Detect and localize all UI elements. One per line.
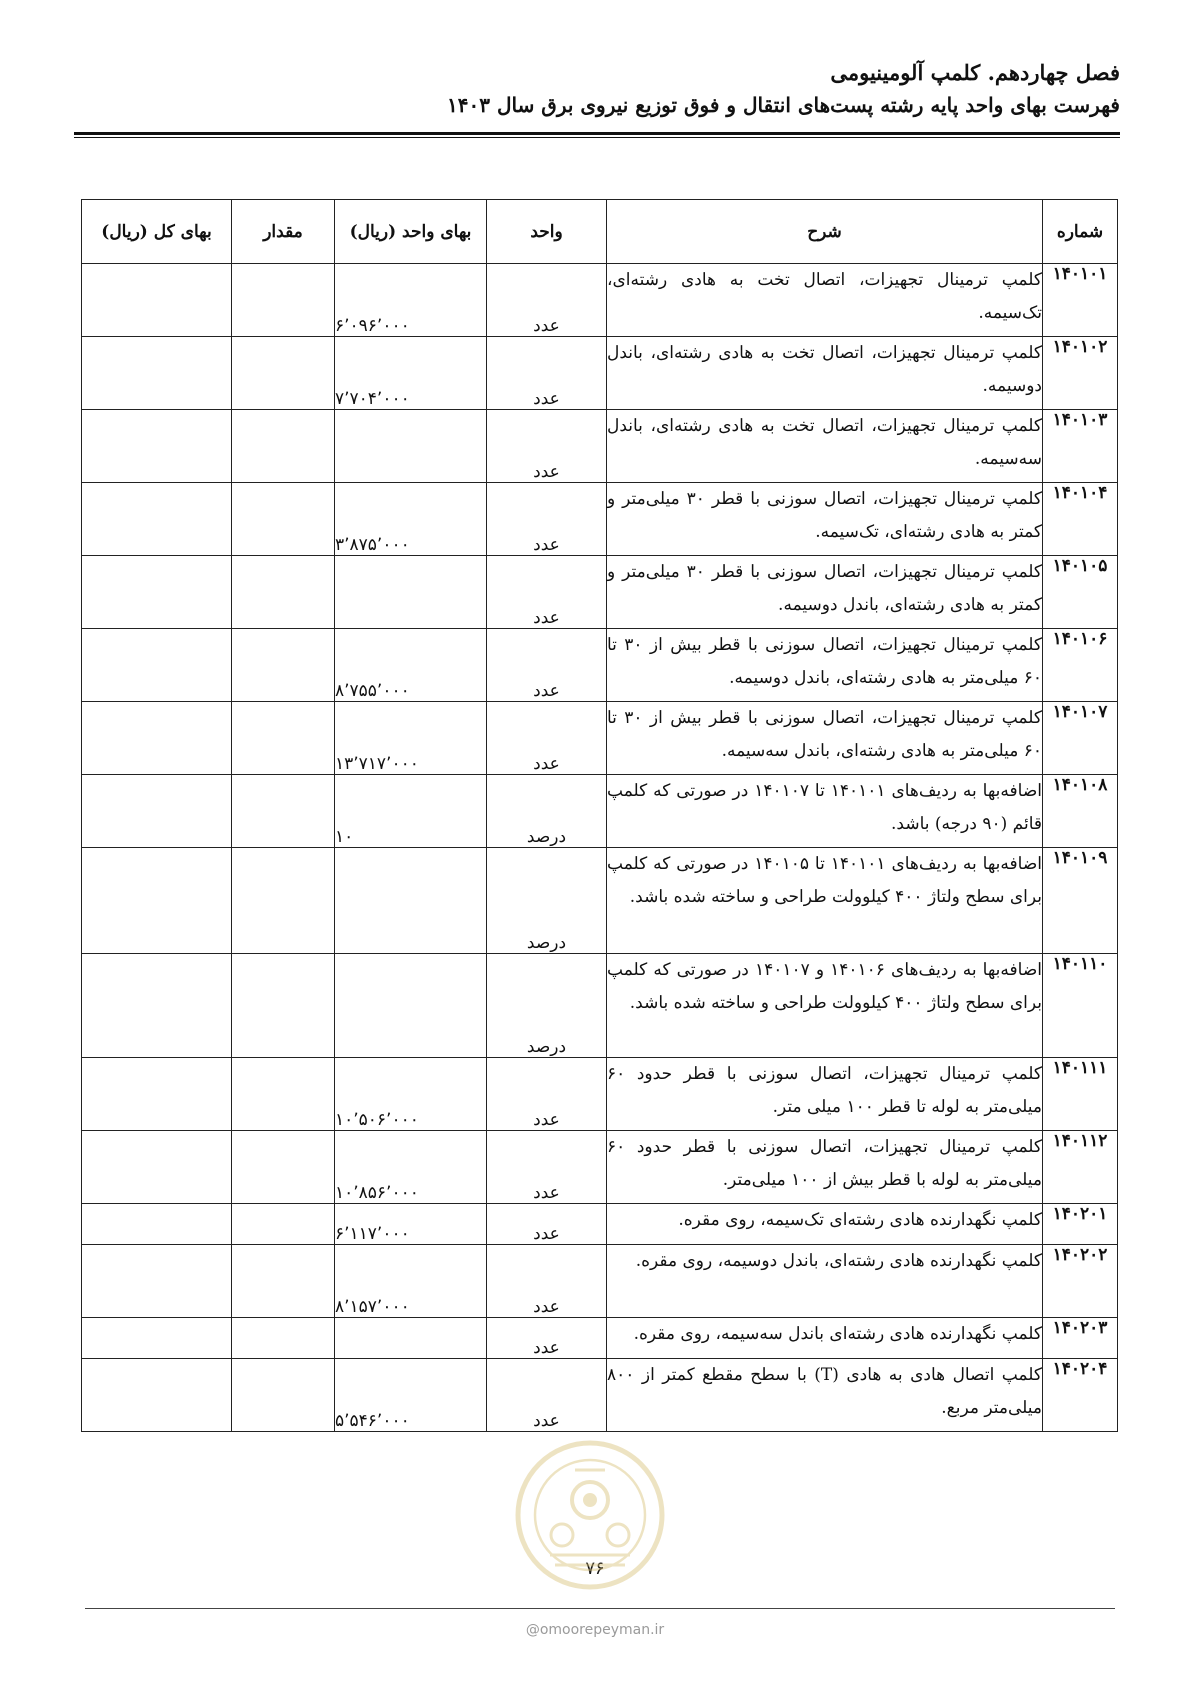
item-quantity bbox=[232, 848, 335, 954]
item-description: کلمپ ترمینال تجهیزات، اتصال سوزنی با قطر ۳۰ میلی‌متر و کمتر به هادی رشته‌ای، باندل دوسیمه. bbox=[607, 556, 1043, 629]
item-quantity bbox=[232, 1204, 335, 1245]
item-unit: عدد bbox=[487, 629, 607, 702]
table-row bbox=[82, 702, 1118, 775]
table-row bbox=[82, 954, 1118, 1058]
item-unit-price bbox=[335, 1318, 487, 1359]
header-quantity: مقدار bbox=[232, 200, 335, 264]
table-row bbox=[82, 483, 1118, 556]
item-description: کلمپ ترمینال تجهیزات، اتصال تخت به هادی رشته‌ای، تک‌سیمه. bbox=[607, 264, 1043, 337]
item-code: ۱۴۰۱۱۲ bbox=[1043, 1131, 1118, 1204]
item-quantity bbox=[232, 337, 335, 410]
table-row bbox=[82, 410, 1118, 483]
table-row bbox=[82, 1318, 1118, 1359]
header-total-price: بهای کل (ریال) bbox=[82, 200, 232, 264]
item-unit: عدد bbox=[487, 264, 607, 337]
item-quantity bbox=[232, 775, 335, 848]
item-unit-price bbox=[335, 556, 487, 629]
table-row bbox=[82, 337, 1118, 410]
header-rule-thick bbox=[74, 132, 1120, 135]
item-description: کلمپ نگهدارنده هادی رشته‌ای، باندل دوسیمه، روی مقره. bbox=[607, 1245, 1043, 1318]
item-quantity bbox=[232, 954, 335, 1058]
item-description: کلمپ ترمینال تجهیزات، اتصال سوزنی با قطر بیش از ۳۰ تا ۶۰ میلی‌متر به هادی رشته‌ای، باندل سه‌سیمه. bbox=[607, 702, 1043, 775]
item-code: ۱۴۰۱۰۷ bbox=[1043, 702, 1118, 775]
item-total-price bbox=[82, 775, 232, 848]
item-quantity bbox=[232, 1359, 335, 1432]
chapter-title: فصل چهاردهم. کلمپ آلومینیومی bbox=[830, 60, 1120, 85]
item-quantity bbox=[232, 629, 335, 702]
header-code: شماره bbox=[1043, 200, 1118, 264]
item-description: کلمپ نگهدارنده هادی رشته‌ای تک‌سیمه، روی مقره. bbox=[607, 1204, 1043, 1245]
table-row bbox=[82, 1359, 1118, 1432]
item-unit-price: ۸٬۱۵۷٬۰۰۰ bbox=[335, 1245, 487, 1318]
item-unit-price: ۱۳٬۷۱۷٬۰۰۰ bbox=[335, 702, 487, 775]
page-number: ۷۶ bbox=[585, 1558, 605, 1579]
header-unit-price: بهای واحد (ریال) bbox=[335, 200, 487, 264]
item-unit-price: ۱۰ bbox=[335, 775, 487, 848]
item-quantity bbox=[232, 1318, 335, 1359]
item-total-price bbox=[82, 483, 232, 556]
item-code: ۱۴۰۱۰۱ bbox=[1043, 264, 1118, 337]
item-description: کلمپ نگهدارنده هادی رشته‌ای باندل سه‌سیمه، روی مقره. bbox=[607, 1318, 1043, 1359]
item-unit: درصد bbox=[487, 954, 607, 1058]
item-unit: عدد bbox=[487, 1204, 607, 1245]
item-total-price bbox=[82, 848, 232, 954]
item-code: ۱۴۰۱۱۰ bbox=[1043, 954, 1118, 1058]
item-total-price bbox=[82, 556, 232, 629]
footer-website: @omoorepeyman.ir bbox=[525, 1622, 665, 1638]
footer-rule bbox=[85, 1608, 1115, 1609]
item-code: ۱۴۰۱۰۲ bbox=[1043, 337, 1118, 410]
table-row bbox=[82, 1245, 1118, 1318]
header-description: شرح bbox=[607, 200, 1043, 264]
item-total-price bbox=[82, 1245, 232, 1318]
item-description: اضافه‌بها به ردیف‌های ۱۴۰۱۰۶ و ۱۴۰۱۰۷ در صورتی که کلمپ برای سطح ولتاژ ۴۰۰ کیلوولت طراحی و ساخته شده باشد. bbox=[607, 954, 1043, 1058]
item-total-price bbox=[82, 702, 232, 775]
item-description: کلمپ ترمینال تجهیزات، اتصال سوزنی با قطر ۳۰ میلی‌متر و کمتر به هادی رشته‌ای، تک‌سیمه. bbox=[607, 483, 1043, 556]
item-total-price bbox=[82, 1204, 232, 1245]
item-unit-price: ۱۰٬۵۰۶٬۰۰۰ bbox=[335, 1058, 487, 1131]
item-description: کلمپ ترمینال تجهیزات، اتصال سوزنی با قطر بیش از ۳۰ تا ۶۰ میلی‌متر به هادی رشته‌ای، باندل دوسیمه. bbox=[607, 629, 1043, 702]
item-total-price bbox=[82, 1131, 232, 1204]
item-total-price bbox=[82, 1359, 232, 1432]
price-table bbox=[81, 199, 1118, 1432]
item-unit: عدد bbox=[487, 337, 607, 410]
item-code: ۱۴۰۱۰۸ bbox=[1043, 775, 1118, 848]
item-unit-price bbox=[335, 848, 487, 954]
item-code: ۱۴۰۱۰۳ bbox=[1043, 410, 1118, 483]
item-total-price bbox=[82, 954, 232, 1058]
table-row bbox=[82, 848, 1118, 954]
item-code: ۱۴۰۱۰۶ bbox=[1043, 629, 1118, 702]
item-unit-price: ۷٬۷۰۴٬۰۰۰ bbox=[335, 337, 487, 410]
page-header bbox=[74, 58, 1120, 120]
item-unit-price bbox=[335, 954, 487, 1058]
item-unit: عدد bbox=[487, 702, 607, 775]
item-unit: درصد bbox=[487, 775, 607, 848]
table-row bbox=[82, 629, 1118, 702]
item-description: اضافه‌بها به ردیف‌های ۱۴۰۱۰۱ تا ۱۴۰۱۰۷ در صورتی که کلمپ قائم (۹۰ درجه) باشد. bbox=[607, 775, 1043, 848]
item-quantity bbox=[232, 702, 335, 775]
item-description: کلمپ ترمینال تجهیزات، اتصال تخت به هادی رشته‌ای، باندل دوسیمه. bbox=[607, 337, 1043, 410]
item-quantity bbox=[232, 264, 335, 337]
table-header-row bbox=[82, 200, 1118, 264]
item-unit: عدد bbox=[487, 1318, 607, 1359]
item-quantity bbox=[232, 556, 335, 629]
item-unit: عدد bbox=[487, 410, 607, 483]
item-unit-price: ۱۰٬۸۵۶٬۰۰۰ bbox=[335, 1131, 487, 1204]
item-code: ۱۴۰۱۱۱ bbox=[1043, 1058, 1118, 1131]
item-total-price bbox=[82, 1318, 232, 1359]
table-row bbox=[82, 1204, 1118, 1245]
item-description: کلمپ ترمینال تجهیزات، اتصال سوزنی با قطر حدود ۶۰ میلی‌متر به لوله با قطر بیش از ۱۰۰ میلی‌متر. bbox=[607, 1131, 1043, 1204]
header-unit: واحد bbox=[487, 200, 607, 264]
item-total-price bbox=[82, 1058, 232, 1131]
item-unit: عدد bbox=[487, 1131, 607, 1204]
document-subtitle: فهرست بهای واحد پایه رشته پست‌های انتقال و فوق توزیع نیروی برق سال ۱۴۰۳ bbox=[447, 93, 1120, 117]
item-description: کلمپ اتصال هادی به هادی (T) با سطح مقطع کمتر از ۸۰۰ میلی‌متر مربع. bbox=[607, 1359, 1043, 1432]
item-code: ۱۴۰۲۰۲ bbox=[1043, 1245, 1118, 1318]
item-unit: درصد bbox=[487, 848, 607, 954]
item-unit-price: ۶٬۱۱۷٬۰۰۰ bbox=[335, 1204, 487, 1245]
table-row bbox=[82, 556, 1118, 629]
table-row bbox=[82, 264, 1118, 337]
item-description: اضافه‌بها به ردیف‌های ۱۴۰۱۰۱ تا ۱۴۰۱۰۵ در صورتی که کلمپ برای سطح ولتاژ ۴۰۰ کیلوولت طراحی و ساخته شده باشد. bbox=[607, 848, 1043, 954]
item-quantity bbox=[232, 483, 335, 556]
item-code: ۱۴۰۲۰۳ bbox=[1043, 1318, 1118, 1359]
item-unit-price bbox=[335, 410, 487, 483]
item-unit-price: ۶٬۰۹۶٬۰۰۰ bbox=[335, 264, 487, 337]
table-row bbox=[82, 775, 1118, 848]
item-unit: عدد bbox=[487, 556, 607, 629]
item-total-price bbox=[82, 337, 232, 410]
item-unit-price: ۵٬۵۴۶٬۰۰۰ bbox=[335, 1359, 487, 1432]
item-total-price bbox=[82, 410, 232, 483]
item-unit: عدد bbox=[487, 1245, 607, 1318]
item-code: ۱۴۰۱۰۹ bbox=[1043, 848, 1118, 954]
item-code: ۱۴۰۲۰۴ bbox=[1043, 1359, 1118, 1432]
header-rule-thin bbox=[74, 137, 1120, 138]
item-quantity bbox=[232, 1058, 335, 1131]
table-row bbox=[82, 1131, 1118, 1204]
item-total-price bbox=[82, 629, 232, 702]
item-unit-price: ۸٬۷۵۵٬۰۰۰ bbox=[335, 629, 487, 702]
item-unit: عدد bbox=[487, 1058, 607, 1131]
item-quantity bbox=[232, 1131, 335, 1204]
item-code: ۱۴۰۱۰۴ bbox=[1043, 483, 1118, 556]
item-unit: عدد bbox=[487, 1359, 607, 1432]
item-unit-price: ۳٬۸۷۵٬۰۰۰ bbox=[335, 483, 487, 556]
item-code: ۱۴۰۲۰۱ bbox=[1043, 1204, 1118, 1245]
item-code: ۱۴۰۱۰۵ bbox=[1043, 556, 1118, 629]
table-row bbox=[82, 1058, 1118, 1131]
item-quantity bbox=[232, 1245, 335, 1318]
item-total-price bbox=[82, 264, 232, 337]
item-unit: عدد bbox=[487, 483, 607, 556]
item-description: کلمپ ترمینال تجهیزات، اتصال تخت به هادی رشته‌ای، باندل سه‌سیمه. bbox=[607, 410, 1043, 483]
item-quantity bbox=[232, 410, 335, 483]
item-description: کلمپ ترمینال تجهیزات، اتصال سوزنی با قطر حدود ۶۰ میلی‌متر به لوله تا قطر ۱۰۰ میلی متر. bbox=[607, 1058, 1043, 1131]
